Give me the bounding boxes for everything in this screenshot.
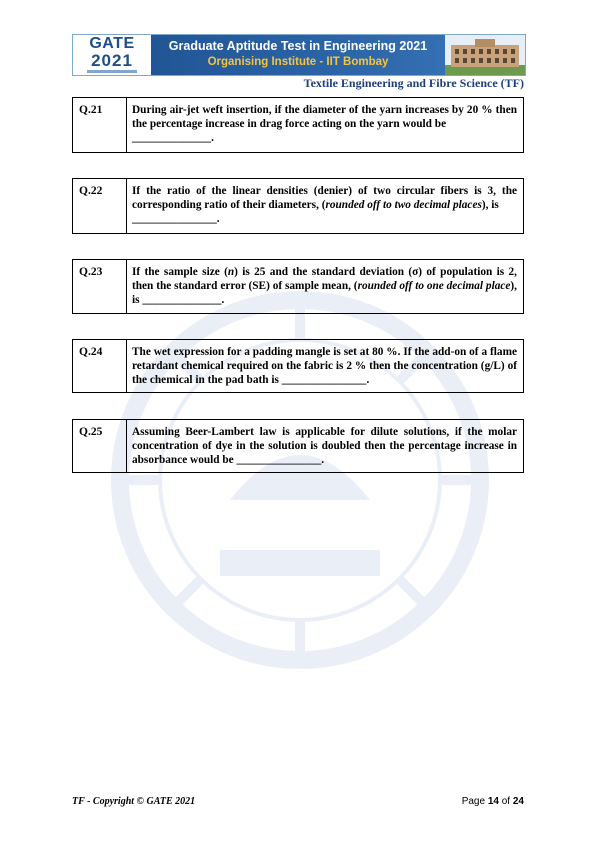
question-box-21 <box>72 97 524 153</box>
question-box-22 <box>72 178 524 234</box>
answer-blank: _______________ <box>236 454 322 467</box>
answer-blank: _______________ <box>281 374 367 387</box>
question-body-end: ), is <box>132 280 517 307</box>
end-punct: . <box>221 294 225 307</box>
answer-blank: ______________ <box>142 294 222 307</box>
page-total: 24 <box>512 796 524 807</box>
answer-blank: _______________ <box>132 213 217 226</box>
gate-logo <box>73 35 151 75</box>
question-text <box>127 420 523 472</box>
question-box-23 <box>72 259 524 314</box>
subject-title: Textile Engineering and Fibre Science (TF) <box>303 76 524 90</box>
answer-blank: ______________ <box>132 132 212 145</box>
page-number <box>462 796 524 807</box>
gate-logo-year: 2021 <box>91 51 133 70</box>
question-number: Q.22 <box>73 179 127 233</box>
question-box-24 <box>72 339 524 393</box>
header-banner <box>72 34 526 76</box>
question-text <box>127 340 523 392</box>
gate-logo-text: GATE <box>89 35 135 52</box>
end-punct: . <box>321 454 325 467</box>
question-body: If the ratio of the linear densities (denier) of two circular fibers is 3, the corresponding ratio of their diameters, ( <box>132 185 517 212</box>
header-subtitle: Organising Institute - IIT Bombay <box>207 56 389 68</box>
question-italic: rounded off to one decimal place <box>357 280 511 293</box>
question-number: Q.23 <box>73 260 127 313</box>
page-prefix: Page <box>461 796 486 807</box>
question-text <box>127 260 523 313</box>
page-current: 14 <box>487 796 499 807</box>
variable-n: n <box>227 266 235 278</box>
question-body-end: ), is <box>481 199 499 212</box>
end-punct: . <box>211 132 214 145</box>
footer-copyright: TF - Copyright © GATE 2021 <box>72 796 196 807</box>
logo-strip <box>87 70 137 73</box>
question-body: Assuming Beer-Lambert law is applicable for dilute solutions, if the molar concentration of dye in the solution is doubled then the percentage increase in absorbance would be <box>132 426 517 467</box>
end-punct: . <box>216 213 220 226</box>
question-number: Q.24 <box>73 340 127 392</box>
page-of: of <box>501 796 511 807</box>
question-box-25 <box>72 419 524 473</box>
question-text <box>127 179 523 233</box>
question-body-mid: ) is 25 and the standard deviation (σ) of population is 2, then the standard error (SE) of sample mean, ( <box>132 266 517 293</box>
header-title: Graduate Aptitude Test in Engineering 2021 <box>168 39 428 53</box>
question-number: Q.25 <box>73 420 127 472</box>
iitb-building-icon <box>445 35 525 75</box>
question-italic: rounded off to two decimal places <box>325 199 482 212</box>
end-punct: . <box>366 374 370 387</box>
question-text <box>127 98 523 152</box>
question-number: Q.21 <box>73 98 127 152</box>
question-body: During air-jet weft insertion, if the diameter of the yarn increases by 20 % then the percentage increase in drag force acting on the yarn would be <box>132 104 517 131</box>
question-body: If the sample size ( <box>132 266 228 278</box>
question-body: The wet expression for a padding mangle is set at 80 %. If the add-on of a flame retardant chemical required on the fabric is 2 % then the concentration (g/L) of the chemical in the pad bath is <box>132 346 517 387</box>
